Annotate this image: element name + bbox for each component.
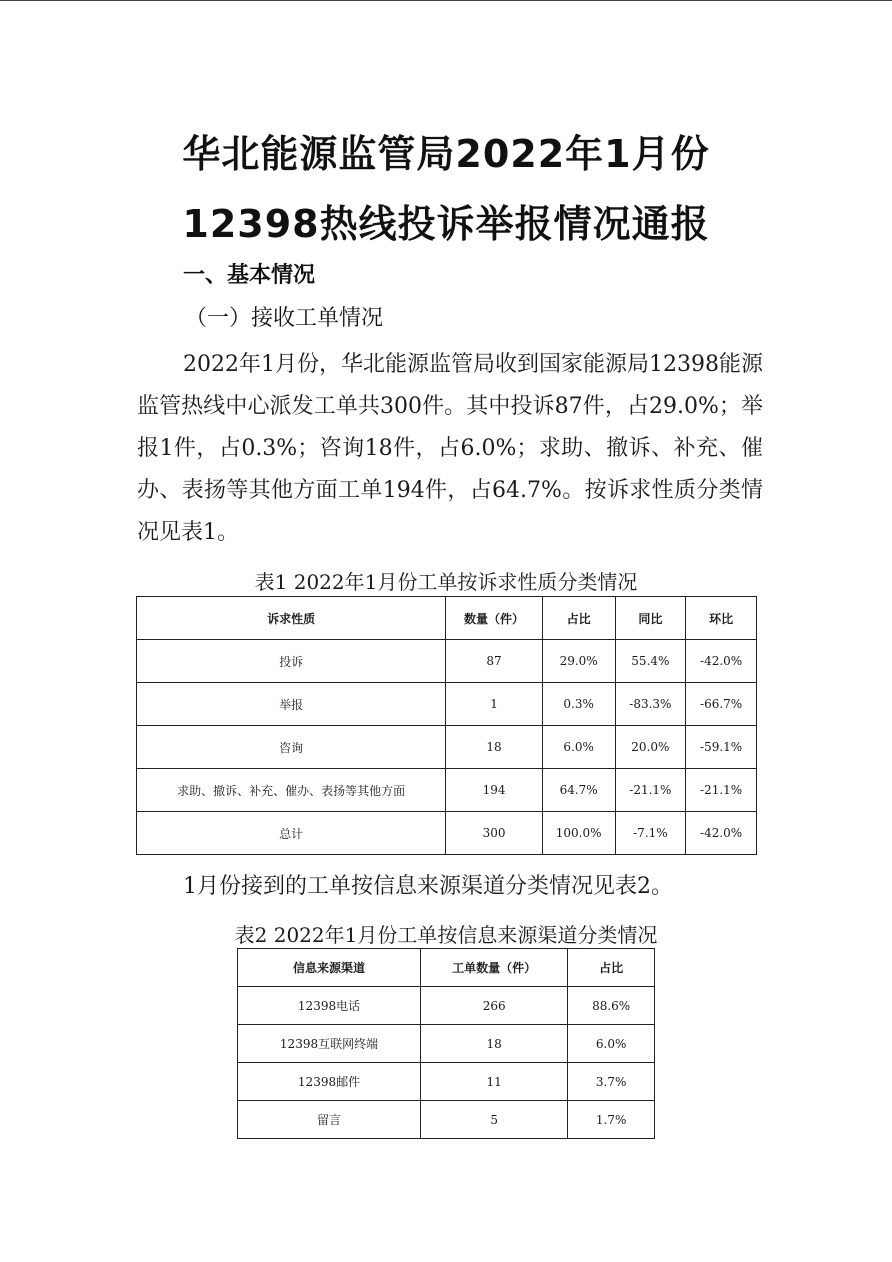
table-by-source-channel (237, 948, 655, 1139)
table2-cell: 266 (421, 987, 568, 1025)
table2-cell: 3.7% (568, 1063, 655, 1101)
table1-cell: -66.7% (686, 683, 757, 726)
table-row (137, 769, 757, 812)
table1-cell: 1 (446, 683, 542, 726)
table2-caption: 表2 2022年1月份工单按信息来源渠道分类情况 (234, 923, 658, 947)
section-heading-basic-info: 一、基本情况 (183, 263, 316, 288)
table1-cell: 64.7% (542, 769, 615, 812)
table2-header-row (238, 949, 655, 987)
table2-header-cell: 工单数量（件） (421, 949, 568, 987)
table2-cell: 88.6% (568, 987, 655, 1025)
table1-cell: 29.0% (542, 640, 615, 683)
paragraph-summary: 2022年1月份，华北能源监管局收到国家能源局12398能源监管热线中心派发工单共300件。其中投诉87件，占29.0%；举报1件，占0.3%；咨询18件，占6.0%；求助、撤诉、补充、催办、表扬等其他方面工单194件，占64.7%。按诉求性质分类情况见表1。 (137, 352, 763, 545)
table1-cell: 300 (446, 812, 542, 855)
document-title-line-2: 12398热线投诉举报情况通报 (182, 202, 710, 246)
table1-cell: -83.3% (615, 683, 686, 726)
table2-cell: 1.7% (568, 1101, 655, 1139)
table-row-total (137, 812, 757, 855)
table-row (137, 726, 757, 769)
subsection-heading-received-orders: （一）接收工单情况 (185, 306, 384, 331)
table2-cell: 5 (421, 1101, 568, 1139)
table1-cell: 投诉 (137, 640, 446, 683)
table-row (137, 683, 757, 726)
document-title-line-1: 华北能源监管局2022年1月份 (182, 132, 710, 176)
table-row (238, 987, 655, 1025)
table1-cell: 求助、撤诉、补充、催办、表扬等其他方面 (137, 769, 446, 812)
table1-cell: 18 (446, 726, 542, 769)
table1-cell: 20.0% (615, 726, 686, 769)
table1-cell: -7.1% (615, 812, 686, 855)
table2-cell: 6.0% (568, 1025, 655, 1063)
table-row (238, 1101, 655, 1139)
table2-cell: 12398互联网终端 (238, 1025, 421, 1063)
table1-caption: 表1 2022年1月份工单按诉求性质分类情况 (254, 570, 638, 594)
table1-cell: -42.0% (686, 812, 757, 855)
table2-cell: 留言 (238, 1101, 421, 1139)
table2-header-cell: 占比 (568, 949, 655, 987)
table1-header-cell: 数量（件） (446, 597, 542, 640)
table-row (238, 1063, 655, 1101)
table1-header-cell: 占比 (542, 597, 615, 640)
table1-cell: 举报 (137, 683, 446, 726)
table1-header-cell: 环比 (686, 597, 757, 640)
table2-cell: 12398电话 (238, 987, 421, 1025)
table1-cell: 0.3% (542, 683, 615, 726)
table2-cell: 11 (421, 1063, 568, 1101)
table1-cell: -21.1% (686, 769, 757, 812)
table1-cell: -59.1% (686, 726, 757, 769)
paragraph-channel-intro: 1月份接到的工单按信息来源渠道分类情况见表2。 (183, 874, 673, 899)
table1-cell: 55.4% (615, 640, 686, 683)
table1-cell: -42.0% (686, 640, 757, 683)
table2-header-cell: 信息来源渠道 (238, 949, 421, 987)
table1-header-cell: 诉求性质 (137, 597, 446, 640)
table1-header-row (137, 597, 757, 640)
table2-cell: 18 (421, 1025, 568, 1063)
table1-cell: 194 (446, 769, 542, 812)
table1-cell: 6.0% (542, 726, 615, 769)
table-row (137, 640, 757, 683)
table-by-request-type (136, 596, 757, 855)
table-row (238, 1025, 655, 1063)
table1-cell: -21.1% (615, 769, 686, 812)
table1-header-cell: 同比 (615, 597, 686, 640)
table2-cell: 12398邮件 (238, 1063, 421, 1101)
table1-cell: 87 (446, 640, 542, 683)
table1-cell: 总计 (137, 812, 446, 855)
table1-cell: 咨询 (137, 726, 446, 769)
table1-cell: 100.0% (542, 812, 615, 855)
